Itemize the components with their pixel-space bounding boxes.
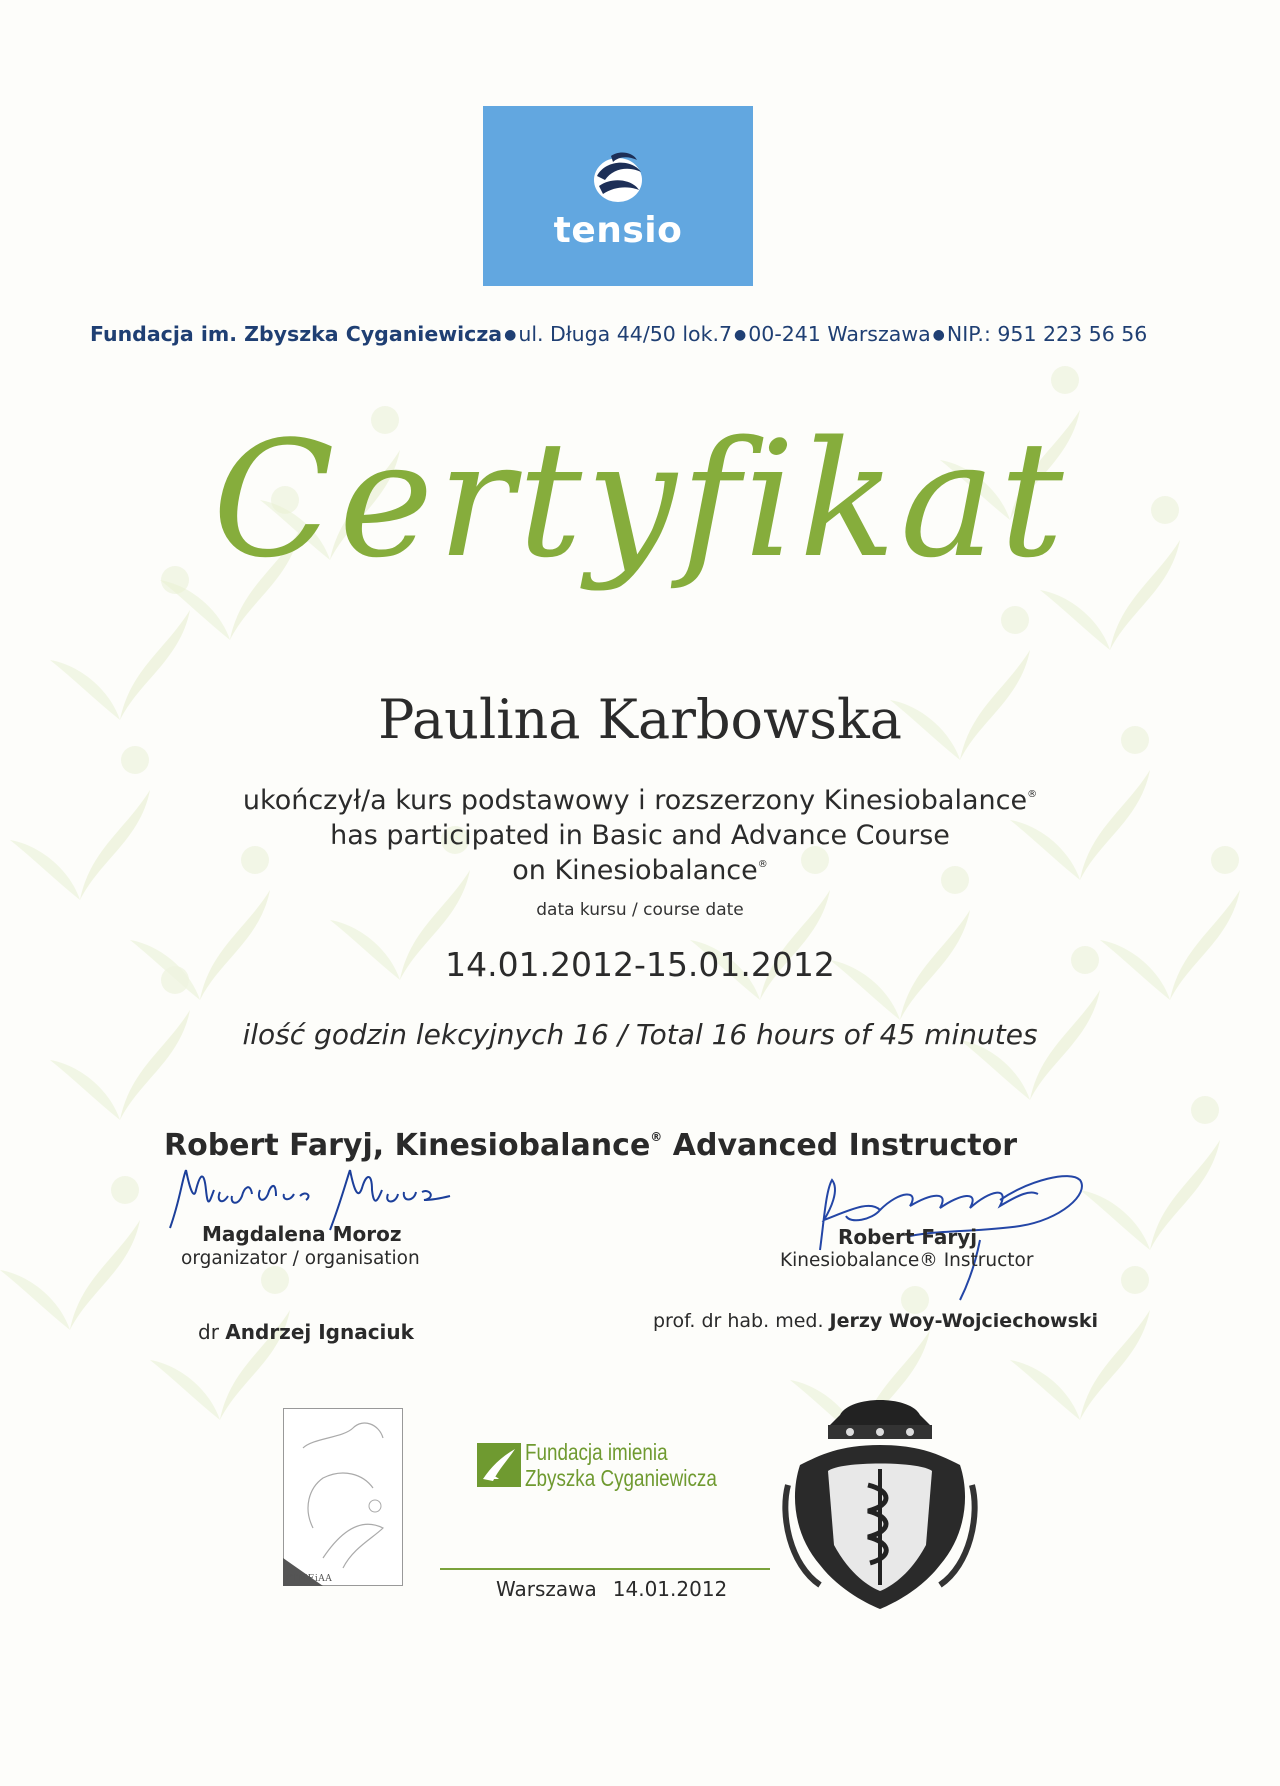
instructor-signatory-name: Robert Faryj <box>838 1225 978 1249</box>
organizer-role: organizator / organisation <box>181 1248 420 1269</box>
instructor-name: Robert Faryj, Kinesiobalance <box>164 1128 651 1163</box>
issue-date: 14.01.2012 <box>612 1577 728 1601</box>
recipient-name: Paulina Karbowska <box>378 688 902 751</box>
bottom-divider <box>440 1568 770 1570</box>
foundation-address <box>90 322 1190 346</box>
medical-society-seal-icon <box>780 1395 980 1615</box>
ptmeiaa-figure-icon <box>283 1408 403 1586</box>
signatory-ignaciuk-prefix: dr <box>198 1320 219 1344</box>
instructor-title: Advanced Instructor <box>672 1128 1018 1163</box>
signatory-ignaciuk <box>198 1320 414 1344</box>
signatory-ignaciuk-name: Andrzej Ignaciuk <box>225 1320 414 1344</box>
instructor-signatory-role: Kinesiobalance® Instructor <box>780 1250 1034 1271</box>
foundation-mark-icon <box>477 1443 521 1487</box>
street-address: ul. Długa 44/50 lok.7 <box>518 322 733 346</box>
registered-mark: ® <box>650 1130 663 1144</box>
separator-dot: ● <box>504 327 517 343</box>
description-course-text: on Kinesiobalance <box>512 855 758 886</box>
organizer-name: Magdalena Moroz <box>202 1222 402 1246</box>
signatory-woy-name: Jerzy Woy-Wojciechowski <box>829 1310 1099 1332</box>
foundation-name: Fundacja im. Zbyszka Cyganiewicza <box>90 322 503 346</box>
separator-dot: ● <box>734 327 747 343</box>
course-dates: 14.01.2012-15.01.2012 <box>445 945 835 984</box>
ptmeiaa-label: PTMEiAA <box>285 1574 333 1584</box>
place-and-date <box>496 1577 727 1601</box>
city-address: 00-241 Warszawa <box>748 322 931 346</box>
tensio-wordmark: tensio <box>553 210 683 251</box>
issue-place: Warszawa <box>496 1577 597 1601</box>
foundation-logo-line1: Fundacja imienia <box>525 1439 668 1465</box>
description-polish-text: ukończył/a kurs podstawowy i rozszerzony Kinesiobalance <box>242 785 1028 816</box>
signatory-woy-wojciechowski <box>653 1310 1098 1332</box>
tensio-swirl-icon <box>583 146 653 208</box>
course-date-label: data kursu / course date <box>536 900 744 920</box>
course-hours: ilość godzin lekcyjnych 16 / Total 16 hours of 45 minutes <box>242 1018 1038 1051</box>
separator-dot: ● <box>932 327 945 343</box>
signatory-woy-prefix: prof. dr hab. med. <box>653 1310 824 1332</box>
description-polish <box>0 785 1280 816</box>
description-english-course <box>0 855 1280 886</box>
foundation-logo <box>477 1439 767 1499</box>
nip-number: NIP.: 951 223 56 56 <box>946 322 1148 346</box>
registered-mark: ® <box>1027 789 1038 800</box>
tensio-logo <box>483 106 753 286</box>
description-english: has participated in Basic and Advance Course <box>330 820 950 851</box>
certificate-title: Certyfikat <box>212 406 1068 593</box>
registered-mark: ® <box>757 859 768 870</box>
ptmeiaa-logo <box>283 1408 403 1586</box>
foundation-logo-line2: Zbyszka Cyganiewicza <box>525 1465 717 1491</box>
